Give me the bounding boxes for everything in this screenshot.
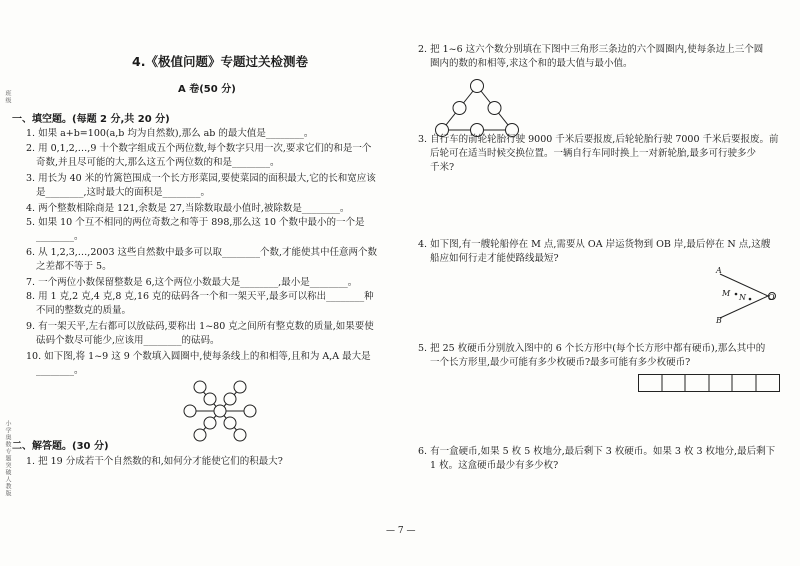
answer-question-5: 5. 把 25 枚硬币分别放入图中的 6 个长方形中(每个长方形中都有硬币),那么其中的 一个长方形里,最少可能有多少枚硬币?最多可能有多少枚硬币? [418,343,766,368]
question-3: 3. 用长为 40 米的竹篱笆围成一个长方形菜园,要使菜园的面积最大,它的长和宽应该 是________,这时最大的面积是________。 [26,173,376,198]
answer-question-6: 6. 有一盒硬币,如果 5 枚 5 枚地分,最后剩下 3 枚硬币。如果 3 枚 3 枚地分,最后剩下 1 枚。这盒硬币最少有多少枚? [418,446,776,471]
paper-subtitle: A 卷(50 分) [178,84,236,95]
label-a: A [716,266,722,275]
flower-circle-figure [180,378,260,444]
question-10: 10. 如下图,将 1~9 这 9 个数填入圆圈中,使每条线上的和相等,且和为 A,A 最大是 ________。 [26,351,371,376]
label-b: B [716,316,722,325]
question-5: 5. 如果 10 个互不相同的两位奇数之和等于 898,那么这 10 个数中最小的一个是 ________。 [26,217,365,242]
section2-heading: 二、解答题。(30 分) [12,441,109,452]
answer-question-3: 3. 自行车的前轮轮胎行驶 9000 千米后要报废,后轮轮胎行驶 7000 千米后要报废。前 后轮可在适当时候交换位置。一辆自行车同时换上一对新轮胎,最多可行驶多少 千米? [418,134,779,173]
label-m: M [722,289,731,298]
question-2: 2. 用 0,1,2,…,9 十个数字组成五个两位数,每个数字只用一次,要求它们的和是一个 奇数,并且尽可能的大,那么这五个两位数的和是________。 [26,143,372,168]
page-number: — 7 — [386,526,416,536]
margin-series-label: 小学奥数专题突破人教版 [4,420,11,497]
label-o: O [768,293,775,302]
question-7: 7. 一个两位小数保留整数是 6,这个两位小数最大是________,最小是________。 [26,277,358,288]
page-title: 4.《极值问题》专题过关检测卷 [132,54,308,69]
question-1: 1. 如果 a+b=100(a,b 均为自然数),那么 ab 的最大值是________。 [26,128,314,139]
six-rectangles-figure [638,374,780,392]
question-9: 9. 有一架天平,左右都可以放砝码,要称出 1~80 克之间所有整克数的质量,如果要使 砝码个数尽可能少,应该用________的砝码。 [26,321,374,346]
margin-class-label: 班级 [4,90,11,104]
section1-heading: 一、填空题。(每题 2 分,共 20 分) [12,114,170,125]
question-4: 4. 两个整数相除商是 121,余数是 27,当除数取最小值时,被除数是________。 [26,203,350,214]
answer-question-4: 4. 如下图,有一艘轮船停在 M 点,需要从 OA 岸运货物到 OB 岸,最后停在 N 点,这艘 船应如何行走才能使路线最短? [418,239,771,264]
triangle-circle-figure [432,78,522,140]
question-6: 6. 从 1,2,3,…,2003 这些自然数中最多可以取________个数,才能使其中任意两个数 之差都不等于 5。 [26,247,378,272]
answer-question-1: 1. 把 19 分成若干个自然数的和,如何分才能使它们的积最大? [26,456,283,467]
answer-question-2: 2. 把 1~6 这六个数分别填在下图中三角形三条边的六个圆圈内,使每条边上三个圆 圈内的数的和相等,求这个和的最大值与最小值。 [418,44,764,69]
question-8: 8. 用 1 克,2 克,4 克,8 克,16 克的砝码各一个和一架天平,最多可以称出________种 不同的整数克的质量。 [26,291,374,316]
label-n: N [739,293,746,302]
